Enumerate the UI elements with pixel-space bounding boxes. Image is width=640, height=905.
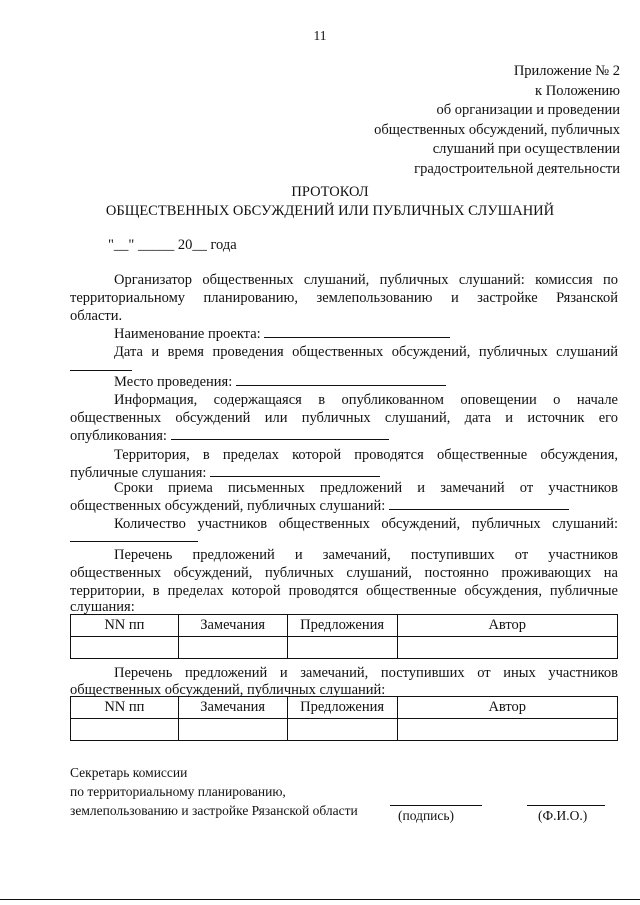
table-cell[interactable] (178, 637, 287, 659)
count-blank[interactable] (70, 529, 198, 542)
info-line-1: Информация, содержащаяся в опубликованном оповещении о начале (114, 392, 618, 408)
appendix-line-1: Приложение № 2 (513, 63, 620, 79)
info-blank[interactable] (171, 427, 389, 440)
table-cell[interactable] (178, 719, 287, 741)
full-name-blank[interactable] (527, 805, 605, 806)
project-name-field (114, 325, 450, 344)
table-header-remarks: Замечания (178, 697, 287, 719)
signature-blank[interactable] (390, 805, 482, 806)
signature-line-3: землепользованию и застройке Рязанской области (70, 803, 358, 818)
territory-line-1: Территория, в пределах которой проводятся общественные обсуждения, (114, 447, 618, 463)
list2-line-2: общественных обсуждений, публичных слушаний: (70, 682, 386, 698)
signature-block (70, 763, 358, 820)
deadlines-label: общественных обсуждений, публичных слушаний: (70, 498, 386, 514)
table-header-proposals: Предложения (287, 697, 397, 719)
deadlines-line-1: Сроки приема письменных предложений и замечаний от участников (114, 480, 618, 496)
list1-line-4: слушания: (70, 599, 135, 615)
table-cell[interactable] (397, 719, 617, 741)
count-line-1: Количество участников общественных обсуждений, публичных слушаний: (114, 516, 618, 532)
table-cell[interactable] (287, 637, 397, 659)
title-line-1: ПРОТОКОЛ (291, 184, 369, 200)
table-row (71, 637, 618, 659)
signature-line-1: Секретарь комиссии (70, 765, 188, 780)
table-row (71, 719, 618, 741)
list2-line-1: Перечень предложений и замечаний, поступивших от иных участников (114, 665, 618, 681)
document-title (0, 183, 640, 221)
table-header-number: NN пп (71, 697, 179, 719)
territory-label: публичные слушания: (70, 465, 207, 481)
deadlines-blank[interactable] (389, 497, 569, 510)
project-name-blank[interactable] (264, 325, 450, 338)
page-bottom-rule (0, 899, 640, 900)
table-header-remarks: Замечания (178, 615, 287, 637)
table-header-row (71, 697, 618, 719)
appendix-line-6: градостроительной деятельности (414, 160, 620, 177)
list1-line-1: Перечень предложений и замечаний, поступивших от участников (114, 547, 618, 563)
appendix-line-5: слушаний при осуществлении (432, 141, 620, 157)
date-line: "__" _____ 20__ года (108, 237, 237, 253)
table-cell[interactable] (71, 719, 179, 741)
list1-line-3: территории, в пределах которой проводятся общественные обсуждения, публичные (70, 583, 618, 599)
signature-line-2: по территориальному планированию, (70, 784, 286, 799)
organizer-line-3: области. (70, 308, 123, 324)
table-header-author: Автор (397, 615, 617, 637)
appendix-header (374, 62, 620, 179)
place-field (114, 373, 446, 392)
deadlines-field (70, 497, 569, 516)
signature-caption: (подпись) (398, 808, 455, 823)
territory-blank[interactable] (210, 464, 380, 477)
info-field (70, 427, 389, 446)
datetime-line-1: Дата и время проведения общественных обсуждений, публичных слушаний (114, 344, 618, 360)
organizer-line-1: Организатор общественных слушаний, публичных слушаний: комиссия по (114, 272, 618, 288)
table-cell[interactable] (397, 637, 617, 659)
table-cell[interactable] (287, 719, 397, 741)
table-header-author: Автор (397, 697, 617, 719)
list1-line-2: общественных обсуждений, публичных слушаний, постоянно проживающих на (70, 565, 618, 581)
table-header-number: NN пп (71, 615, 179, 637)
datetime-blank[interactable] (70, 358, 132, 371)
project-name-label: Наименование проекта: (114, 326, 261, 342)
organizer-line-2: территориальному планированию, землепользованию и застройке Рязанской (70, 290, 618, 306)
place-blank[interactable] (236, 373, 446, 386)
table-header-row (71, 615, 618, 637)
residents-table (70, 614, 618, 659)
table-header-proposals: Предложения (287, 615, 397, 637)
place-label: Место проведения: (114, 374, 233, 390)
appendix-line-4: общественных обсуждений, публичных (374, 121, 620, 138)
full-name-caption: (Ф.И.О.) (538, 808, 588, 823)
other-participants-table (70, 696, 618, 741)
appendix-line-2: к Положению (535, 82, 620, 99)
table-cell[interactable] (71, 637, 179, 659)
page-number: 11 (313, 28, 327, 43)
title-line-2: ОБЩЕСТВЕННЫХ ОБСУЖДЕНИЙ ИЛИ ПУБЛИЧНЫХ СЛУШАНИЙ (105, 203, 555, 219)
info-label: опубликования: (70, 428, 167, 444)
appendix-line-3: об организации и проведении (436, 102, 620, 118)
info-line-2: общественных обсуждений или публичных слушаний, дата и источник его (70, 410, 618, 426)
